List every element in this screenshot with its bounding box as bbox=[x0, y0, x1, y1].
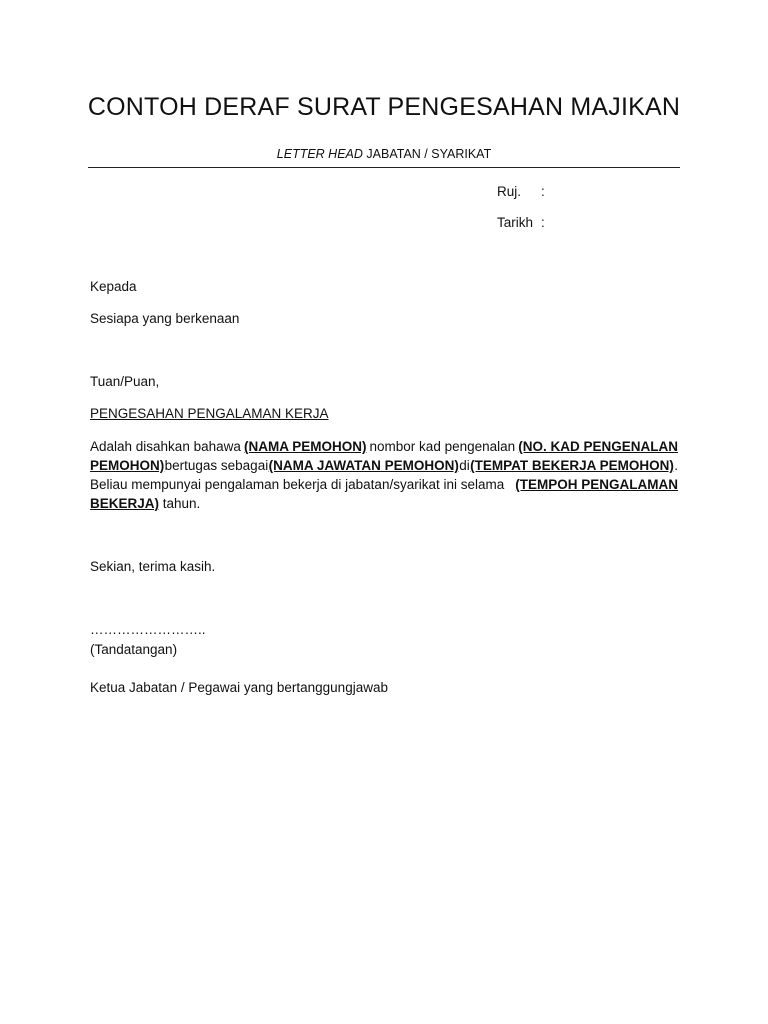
closing-line: Sekian, terima kasih. bbox=[90, 559, 216, 574]
body-text-6: Beliau mempunyai pengalaman bekerja di jabatan/syarikat ini selama bbox=[90, 477, 505, 492]
tarikh-label: Tarikh bbox=[497, 215, 534, 230]
tarikh-separator: : bbox=[541, 215, 545, 230]
signatory-title: Ketua Jabatan / Pegawai yang bertanggungjawab bbox=[90, 680, 388, 695]
subject-line: PENGESAHAN PENGALAMAN KERJA bbox=[90, 406, 329, 421]
reference-ruj bbox=[497, 184, 545, 199]
body-text-5: . bbox=[674, 458, 678, 473]
body-line-3 bbox=[90, 475, 678, 494]
body-line-2 bbox=[90, 456, 678, 475]
letterhead bbox=[0, 147, 768, 161]
field-no-kad-pengenalan-cont: PEMOHON) bbox=[90, 458, 165, 473]
field-tempat-bekerja: (TEMPAT BEKERJA PEMOHON) bbox=[470, 458, 674, 473]
document-title: CONTOH DERAF SURAT PENGESAHAN MAJIKAN bbox=[87, 93, 681, 121]
ruj-separator: : bbox=[541, 184, 545, 199]
body-line-4 bbox=[90, 494, 678, 513]
field-tempoh-pengalaman: (TEMPOH PENGALAMAN bbox=[515, 477, 678, 492]
recipient-addressee: Sesiapa yang berkenaan bbox=[90, 311, 240, 326]
field-no-kad-pengenalan: (NO. KAD PENGENALAN bbox=[518, 439, 678, 454]
body-text-7: tahun. bbox=[159, 496, 201, 511]
field-tempoh-pengalaman-cont: BEKERJA) bbox=[90, 496, 160, 511]
salutation: Tuan/Puan, bbox=[90, 374, 160, 389]
body-paragraph bbox=[90, 437, 678, 513]
header-divider bbox=[88, 167, 680, 168]
body-text-3: bertugas sebagai bbox=[164, 458, 269, 473]
reference-tarikh bbox=[497, 215, 545, 230]
body-text-2: nombor kad pengenalan bbox=[369, 439, 516, 454]
recipient-to: Kepada bbox=[90, 279, 137, 294]
letterhead-regular: JABATAN / SYARIKAT bbox=[366, 147, 492, 161]
body-text-4: di bbox=[459, 458, 470, 473]
signature-dots: …………………….. bbox=[90, 622, 206, 637]
body-text-1: Adalah disahkan bahawa bbox=[90, 439, 241, 454]
field-nama-pemohon: (NAMA PEMOHON) bbox=[243, 439, 367, 454]
field-nama-jawatan: (NAMA JAWATAN PEMOHON) bbox=[268, 458, 459, 473]
ruj-label: Ruj. bbox=[497, 184, 522, 199]
letterhead-italic: LETTER HEAD bbox=[276, 147, 363, 161]
signature-label: (Tandatangan) bbox=[90, 642, 178, 657]
body-line-1 bbox=[90, 437, 678, 456]
